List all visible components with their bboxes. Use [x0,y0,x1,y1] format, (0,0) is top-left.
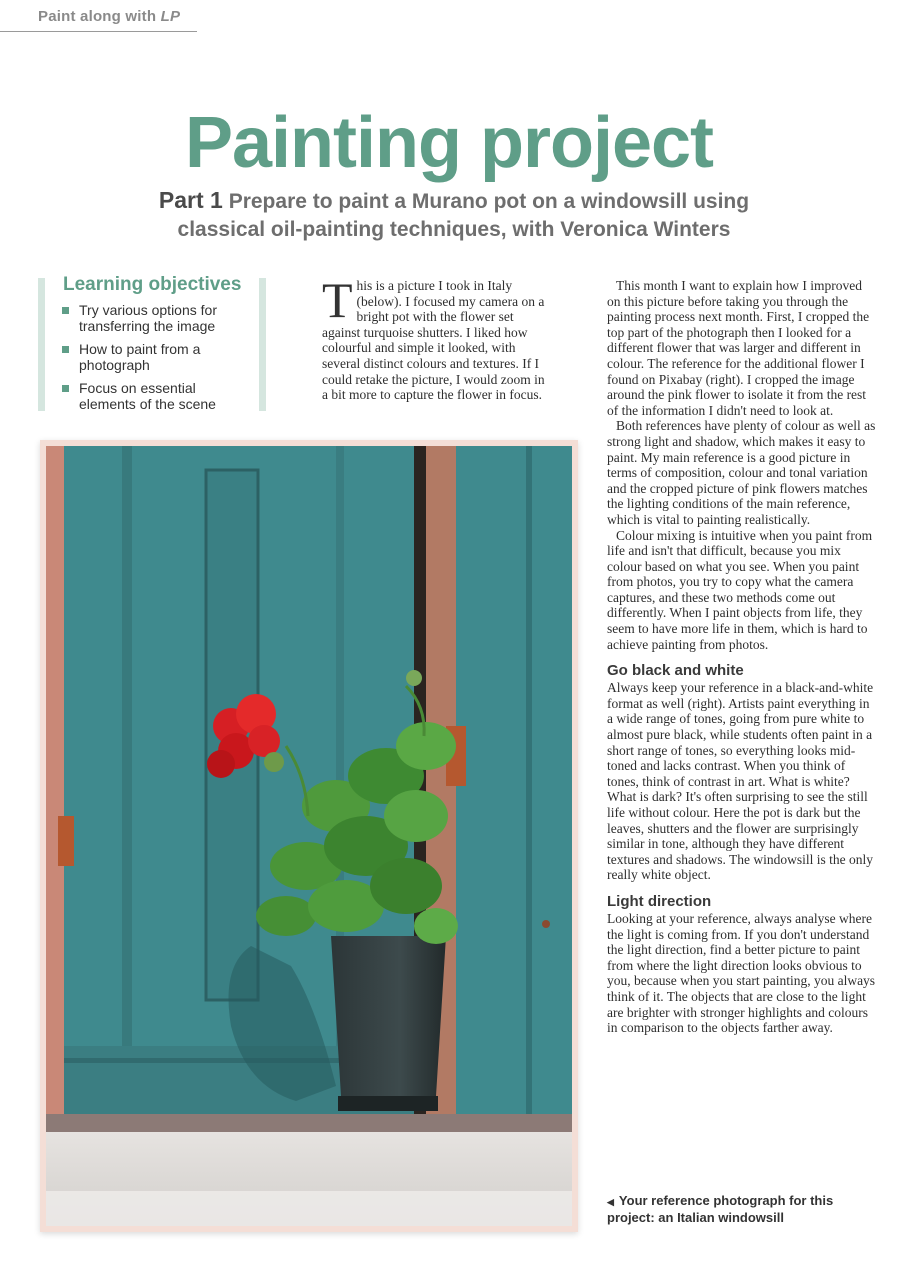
body-column-2 [607,278,877,1036]
page-subtitle [130,186,778,244]
body-paragraph: Both references have plenty of colour as well as strong light and shadow, which makes it easy to paint. My main reference is a good picture in terms of composition, colour and tonal variation and the cropped picture of pink flowers matches the lighting conditions of the main reference, which is vital to painting realistically. [607,418,876,527]
windowsill-photo [46,446,572,1226]
subtitle-text: Prepare to paint a Murano pot on a windowsill using classical oil-painting techniques, with Veronica Winters [177,190,750,241]
intro-text: his is a picture I took in Italy (below). I focused my camera on a bright pot with the flower set against turquoise shutters. I liked how colourful and simple it looked, with several distinct colours and textures. If I could retake the picture, I would zoom in a bit more to capture the flower in focus. [322,278,545,403]
learning-objective-item: Focus on essential elements of the scene [62,380,252,412]
running-head [38,8,180,25]
learning-objectives-bar-right [259,278,266,411]
subhead-black-and-white: Go black and white [607,662,744,680]
running-head-prefix: Paint along with [38,8,161,25]
subtitle-part: Part 1 [158,187,223,213]
learning-objectives-heading: Learning objectives [63,274,242,295]
subhead-light-direction: Light direction [607,892,712,910]
learning-objective-item: How to paint from a photograph [62,341,252,373]
learning-objectives-list [62,302,252,419]
caption-text: Your reference photograph for this project: an Italian windowsill [607,1193,834,1225]
body-paragraph: Colour mixing is intuitive when you paint from life and isn't that difficult, because you mix colour based on what you see. When you paint from photos, you try to copy what the camera captures, and these two methods come out differently. When I paint objects from life, they seem to have more life in them, which is hard to achieve painting from photos. [607,527,873,652]
photo-caption [607,1193,837,1225]
learning-objectives-bar-left [38,278,45,411]
intro-paragraph [322,272,548,403]
drop-cap: T [322,272,353,328]
learning-objectives-box [38,276,266,411]
pot [331,936,446,1096]
caption-arrow-icon: ◀ [607,1197,614,1207]
body-paragraph: Looking at your reference, always analyse where the light is coming from. If you don't understand the light direction, find a better picture to paint from where the light direction looks obvious to you, because when you start painting, you always think of it. The objects that are close to the light are brighter with stronger highlights and colours in comparison to the objects farther away. [607,910,876,1036]
body-paragraph: Always keep your reference in a black-and-white format as well (right). Artists paint everything in a wide range of tones, going from pure white to almost pure black, while students often paint in a short range of tones, so everything looks mid-toned and lacks contrast. When you think of tones, think of contrast in art. What is white? What is dark? It's often surprising to see the still life without colour. Here the pot is dark but the leaves, shutters and the flower are surprisingly similar in tone, although they have different textures and shadows. The windowsill is the only really white object. [607,680,874,883]
page-title: Painting project [184,103,714,183]
running-head-lp: LP [160,8,181,25]
reference-photo [40,440,578,1232]
learning-objective-item: Try various options for transferring the image [62,302,252,334]
body-paragraph: This month I want to explain how I improved on this picture before taking you through the painting process next month. First, I cropped the top part of the photograph then I looked for a different flower that was larger and different in colour. The reference for the additional flower I found on Pixabay (right). I cropped the image around the pink flower to isolate it from the rest of the information I didn't need to look at. [607,278,870,418]
right-shutter [456,446,572,1114]
body-column-1 [322,272,548,403]
running-head-rule [0,31,197,32]
